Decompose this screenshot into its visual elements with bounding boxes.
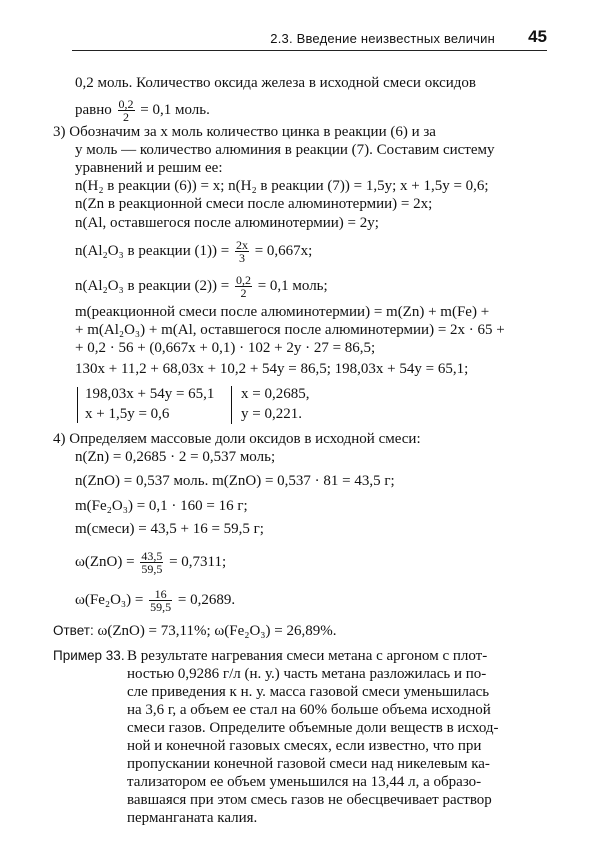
equation-line: + m(Al₂O₃) + m(Al, оставшегося после алюминотермии) = 2x · 65 +	[75, 322, 505, 338]
answer-text: ω(ZnO) = 73,11%; ω(Fe₂O₃) = 26,89%.	[97, 623, 337, 639]
equation-line: m(Fe₂O₃) = 0,1 · 160 = 16 г;	[75, 498, 248, 514]
example-line: ностью 0,9286 г/л (н. у.) часть метана разложилась и по-	[127, 666, 487, 682]
system-separator	[231, 386, 232, 424]
fraction	[118, 98, 135, 123]
equation-line: n(Al, оставшегося после алюминотермии) = 2y;	[75, 215, 379, 231]
text-fragment: равно	[75, 101, 112, 118]
numerator: 2x	[235, 238, 248, 252]
equation-line	[75, 550, 226, 575]
example-line: В результате нагревания смеси метана с аргоном с плот-	[127, 648, 488, 664]
equation-line: 130x + 11,2 + 68,03x + 10,2 + 54y = 86,5; 198,03x + 54y = 65,1;	[75, 361, 469, 377]
example-line: пропускании конечной газовой смеси над никелевым ка-	[127, 756, 490, 772]
answer-line	[53, 622, 337, 640]
example-line: смеси газов. Определите объемные доли веществ в исход-	[127, 720, 499, 736]
equation-line	[75, 274, 328, 299]
equation-line: n(H₂ в реакции (6)) = x; n(H₂ в реакции (7)) = 1,5y; x + 1,5y = 0,6;	[75, 178, 489, 194]
text-fragment: = 0,1 моль.	[140, 101, 210, 118]
equation-line: n(Zn в реакционной смеси после алюминотермии) = 2x;	[75, 196, 433, 212]
example-line: на 3,6 г, а объем ее стал на 60% больше объема исходной	[127, 702, 491, 718]
text-line: 3) Обозначим за x моль количество цинка в реакции (6) и за	[53, 124, 436, 140]
text-fragment: = 0,1 моль;	[257, 277, 328, 294]
equation-line: n(Zn) = 0,2685 · 2 = 0,537 моль;	[75, 449, 276, 465]
text-line: y моль — количество алюминия в реакции (7). Составим систему	[75, 142, 495, 158]
denominator: 2	[240, 286, 247, 300]
system-equation: 198,03x + 54y = 65,1	[85, 386, 215, 402]
numerator: 0,2	[118, 97, 134, 111]
text-fragment: ω(Fe₂O₃) =	[75, 591, 144, 608]
system-solution: x = 0,2685,	[241, 386, 310, 402]
page-number: 45	[528, 27, 547, 46]
fraction	[235, 239, 249, 264]
equation-line: + 0,2 · 56 + (0,667x + 0,1) · 102 + 2y · 27 = 86,5;	[75, 340, 376, 356]
example-label: Пример 33.	[53, 648, 125, 663]
answer-label: Ответ:	[53, 623, 94, 638]
denominator: 59,5	[141, 562, 163, 576]
numerator: 0,2	[235, 273, 251, 287]
equation-line	[75, 239, 312, 264]
equation-line: n(ZnO) = 0,537 моль. m(ZnO) = 0,537 · 81 = 43,5 г;	[75, 473, 395, 489]
numerator: 43,5	[141, 549, 163, 563]
header-title: 2.3. Введение неизвестных величин	[270, 31, 495, 46]
system-brace	[77, 387, 84, 423]
text-fragment: n(Al₂O₃ в реакции (2)) =	[75, 277, 230, 294]
system-solution: y = 0,221.	[241, 406, 302, 422]
example-line: перманганата калия.	[127, 810, 258, 826]
text-line: 4) Определяем массовые доли оксидов в исходной смеси:	[53, 431, 421, 447]
denominator: 2	[123, 110, 130, 124]
example-line: тализатором ее объем уменьшился на 13,44 л, а образо-	[127, 774, 482, 790]
text-line: уравнений и решим ее:	[75, 160, 223, 176]
denominator: 59,5	[150, 600, 172, 614]
running-header	[72, 28, 547, 51]
text-fragment: ω(ZnO) =	[75, 553, 135, 570]
equation-line: m(реакционной смеси после алюминотермии) = m(Zn) + m(Fe) +	[75, 304, 490, 320]
fraction	[140, 550, 163, 575]
example-line: сле приведения к н. у. масса газовой смеси уменьшилась	[127, 684, 490, 700]
example-line: вавшаяся при этом смесь газов не обесцвечивает раствор	[127, 792, 492, 808]
example-line: ной и конечной газовых смесях, если известно, что при	[127, 738, 482, 754]
fraction	[235, 274, 252, 299]
denominator: 3	[238, 251, 245, 265]
fraction	[149, 588, 172, 613]
system-equation: x + 1,5y = 0,6	[85, 406, 170, 422]
equation-line: m(смеси) = 43,5 + 16 = 59,5 г;	[75, 521, 264, 537]
text-fragment: = 0,667x;	[254, 242, 313, 259]
text-fragment: = 0,2689.	[177, 591, 236, 608]
text-fragment: = 0,7311;	[169, 553, 227, 570]
numerator: 16	[149, 588, 172, 601]
text-line: 0,2 моль. Количество оксида железа в исходной смеси оксидов	[75, 75, 477, 91]
text-line	[75, 98, 210, 123]
equation-line	[75, 588, 235, 613]
text-fragment: n(Al₂O₃ в реакции (1)) =	[75, 242, 230, 259]
